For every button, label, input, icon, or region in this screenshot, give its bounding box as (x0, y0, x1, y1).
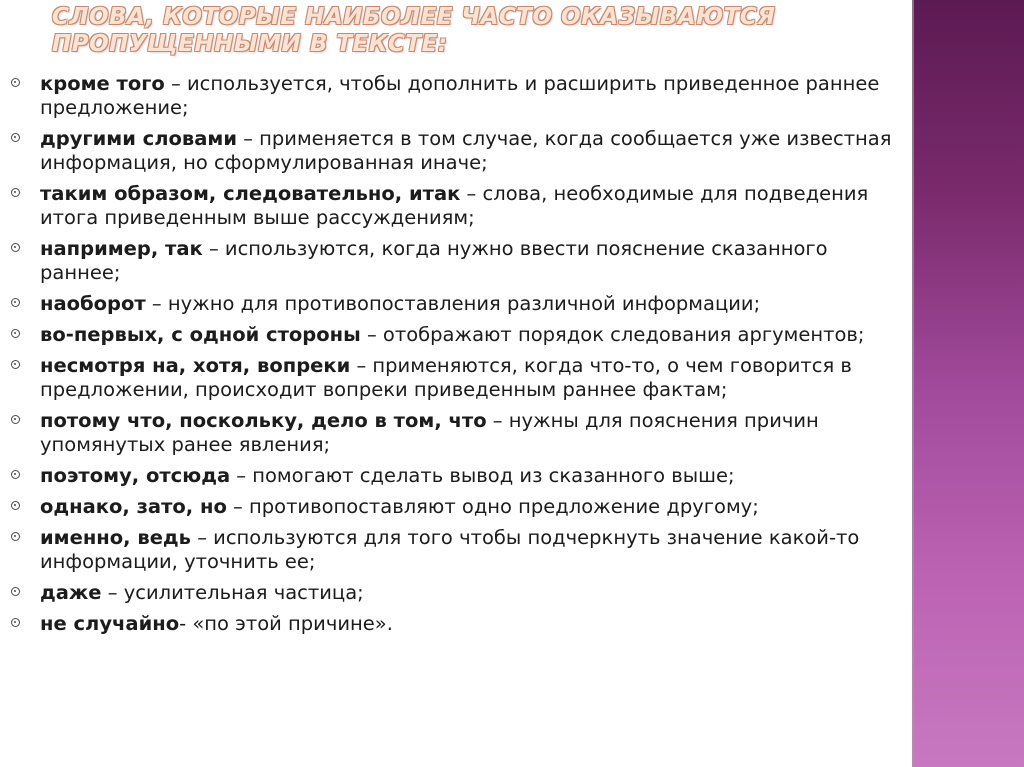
circle-bullet-icon (11, 470, 20, 479)
list-item-term: поэтому, отсюда (40, 464, 231, 487)
list-item (0, 464, 900, 488)
list-item (0, 72, 900, 120)
list-item-term: потому что, поскольку, дело в том, что (40, 409, 487, 432)
side-decoration-band (914, 0, 1024, 767)
list-item (0, 354, 900, 402)
list-item-description: - «по этой причине». (179, 612, 393, 635)
circle-bullet-icon (11, 587, 20, 596)
list-item (0, 612, 900, 636)
circle-bullet-icon (11, 501, 20, 510)
list-item-term: например, так (40, 237, 203, 260)
slide-title-line-2: ПРОПУЩЕННЫМИ В ТЕКСТЕ: (52, 31, 448, 57)
circle-bullet-icon (11, 243, 20, 252)
list-item-description: – слова, необходимые для подведения итога приведенным выше рассуждениям; (40, 182, 869, 229)
list-item-description: – используются, когда нужно ввести пояснение сказанного раннее; (40, 237, 828, 284)
circle-bullet-icon (11, 188, 20, 197)
list-item (0, 495, 900, 519)
circle-bullet-icon (11, 415, 20, 424)
list-item (0, 292, 900, 316)
list-item (0, 237, 900, 285)
list-item-term: кроме того (40, 72, 165, 95)
circle-bullet-icon (11, 298, 20, 307)
list-item-description: – применяются, когда что-то, о чем говорится в предложении, происходит вопреки приведенным раннее фактам; (40, 354, 852, 401)
slide-title-line-1: СЛОВА, КОТОРЫЕ НАИБОЛЕЕ ЧАСТО ОКАЗЫВАЮТСЯ (52, 4, 776, 30)
list-item-term: однако, зато, но (40, 495, 227, 518)
word-list (0, 72, 900, 643)
circle-bullet-icon (11, 329, 20, 338)
list-item-term: несмотря на, хотя, вопреки (40, 354, 351, 377)
slide-title (52, 4, 872, 58)
list-item (0, 323, 900, 347)
list-item-description: – применяется в том случае, когда сообщается уже известная информация, но сформулированная иначе; (40, 127, 892, 174)
circle-bullet-icon (11, 360, 20, 369)
list-item-term: даже (40, 581, 102, 604)
list-item (0, 581, 900, 605)
list-item (0, 409, 900, 457)
list-item (0, 526, 900, 574)
list-item-description: – отображают порядок следования аргументов; (360, 323, 865, 346)
list-item-term: другими словами (40, 127, 237, 150)
list-item-term: во-первых, с одной стороны (40, 323, 361, 346)
list-item-description: – противопоставляют одно предложение другому; (226, 495, 759, 518)
list-item-description: – усилительная частица; (101, 581, 364, 604)
list-item-description: – нужно для противопоставления различной информации; (145, 292, 761, 315)
list-item-description: – используются для того чтобы подчеркнуть значение какой-то информации, уточнить ее; (40, 526, 860, 573)
list-item-term: именно, ведь (40, 526, 192, 549)
list-item-term: не случайно (40, 612, 180, 635)
circle-bullet-icon (11, 133, 20, 142)
list-item-term: наоборот (40, 292, 146, 315)
list-item (0, 182, 900, 230)
circle-bullet-icon (11, 532, 20, 541)
list-item-description: – используется, чтобы дополнить и расширить приведенное раннее предложение; (40, 72, 880, 119)
list-item (0, 127, 900, 175)
list-item-term: таким образом, следовательно, итак (40, 182, 461, 205)
circle-bullet-icon (11, 78, 20, 87)
list-item-description: – помогают сделать вывод из сказанного выше; (230, 464, 735, 487)
list-item-description: – нужны для пояснения причин упомянутых ранее явления; (40, 409, 819, 456)
circle-bullet-icon (11, 618, 20, 627)
